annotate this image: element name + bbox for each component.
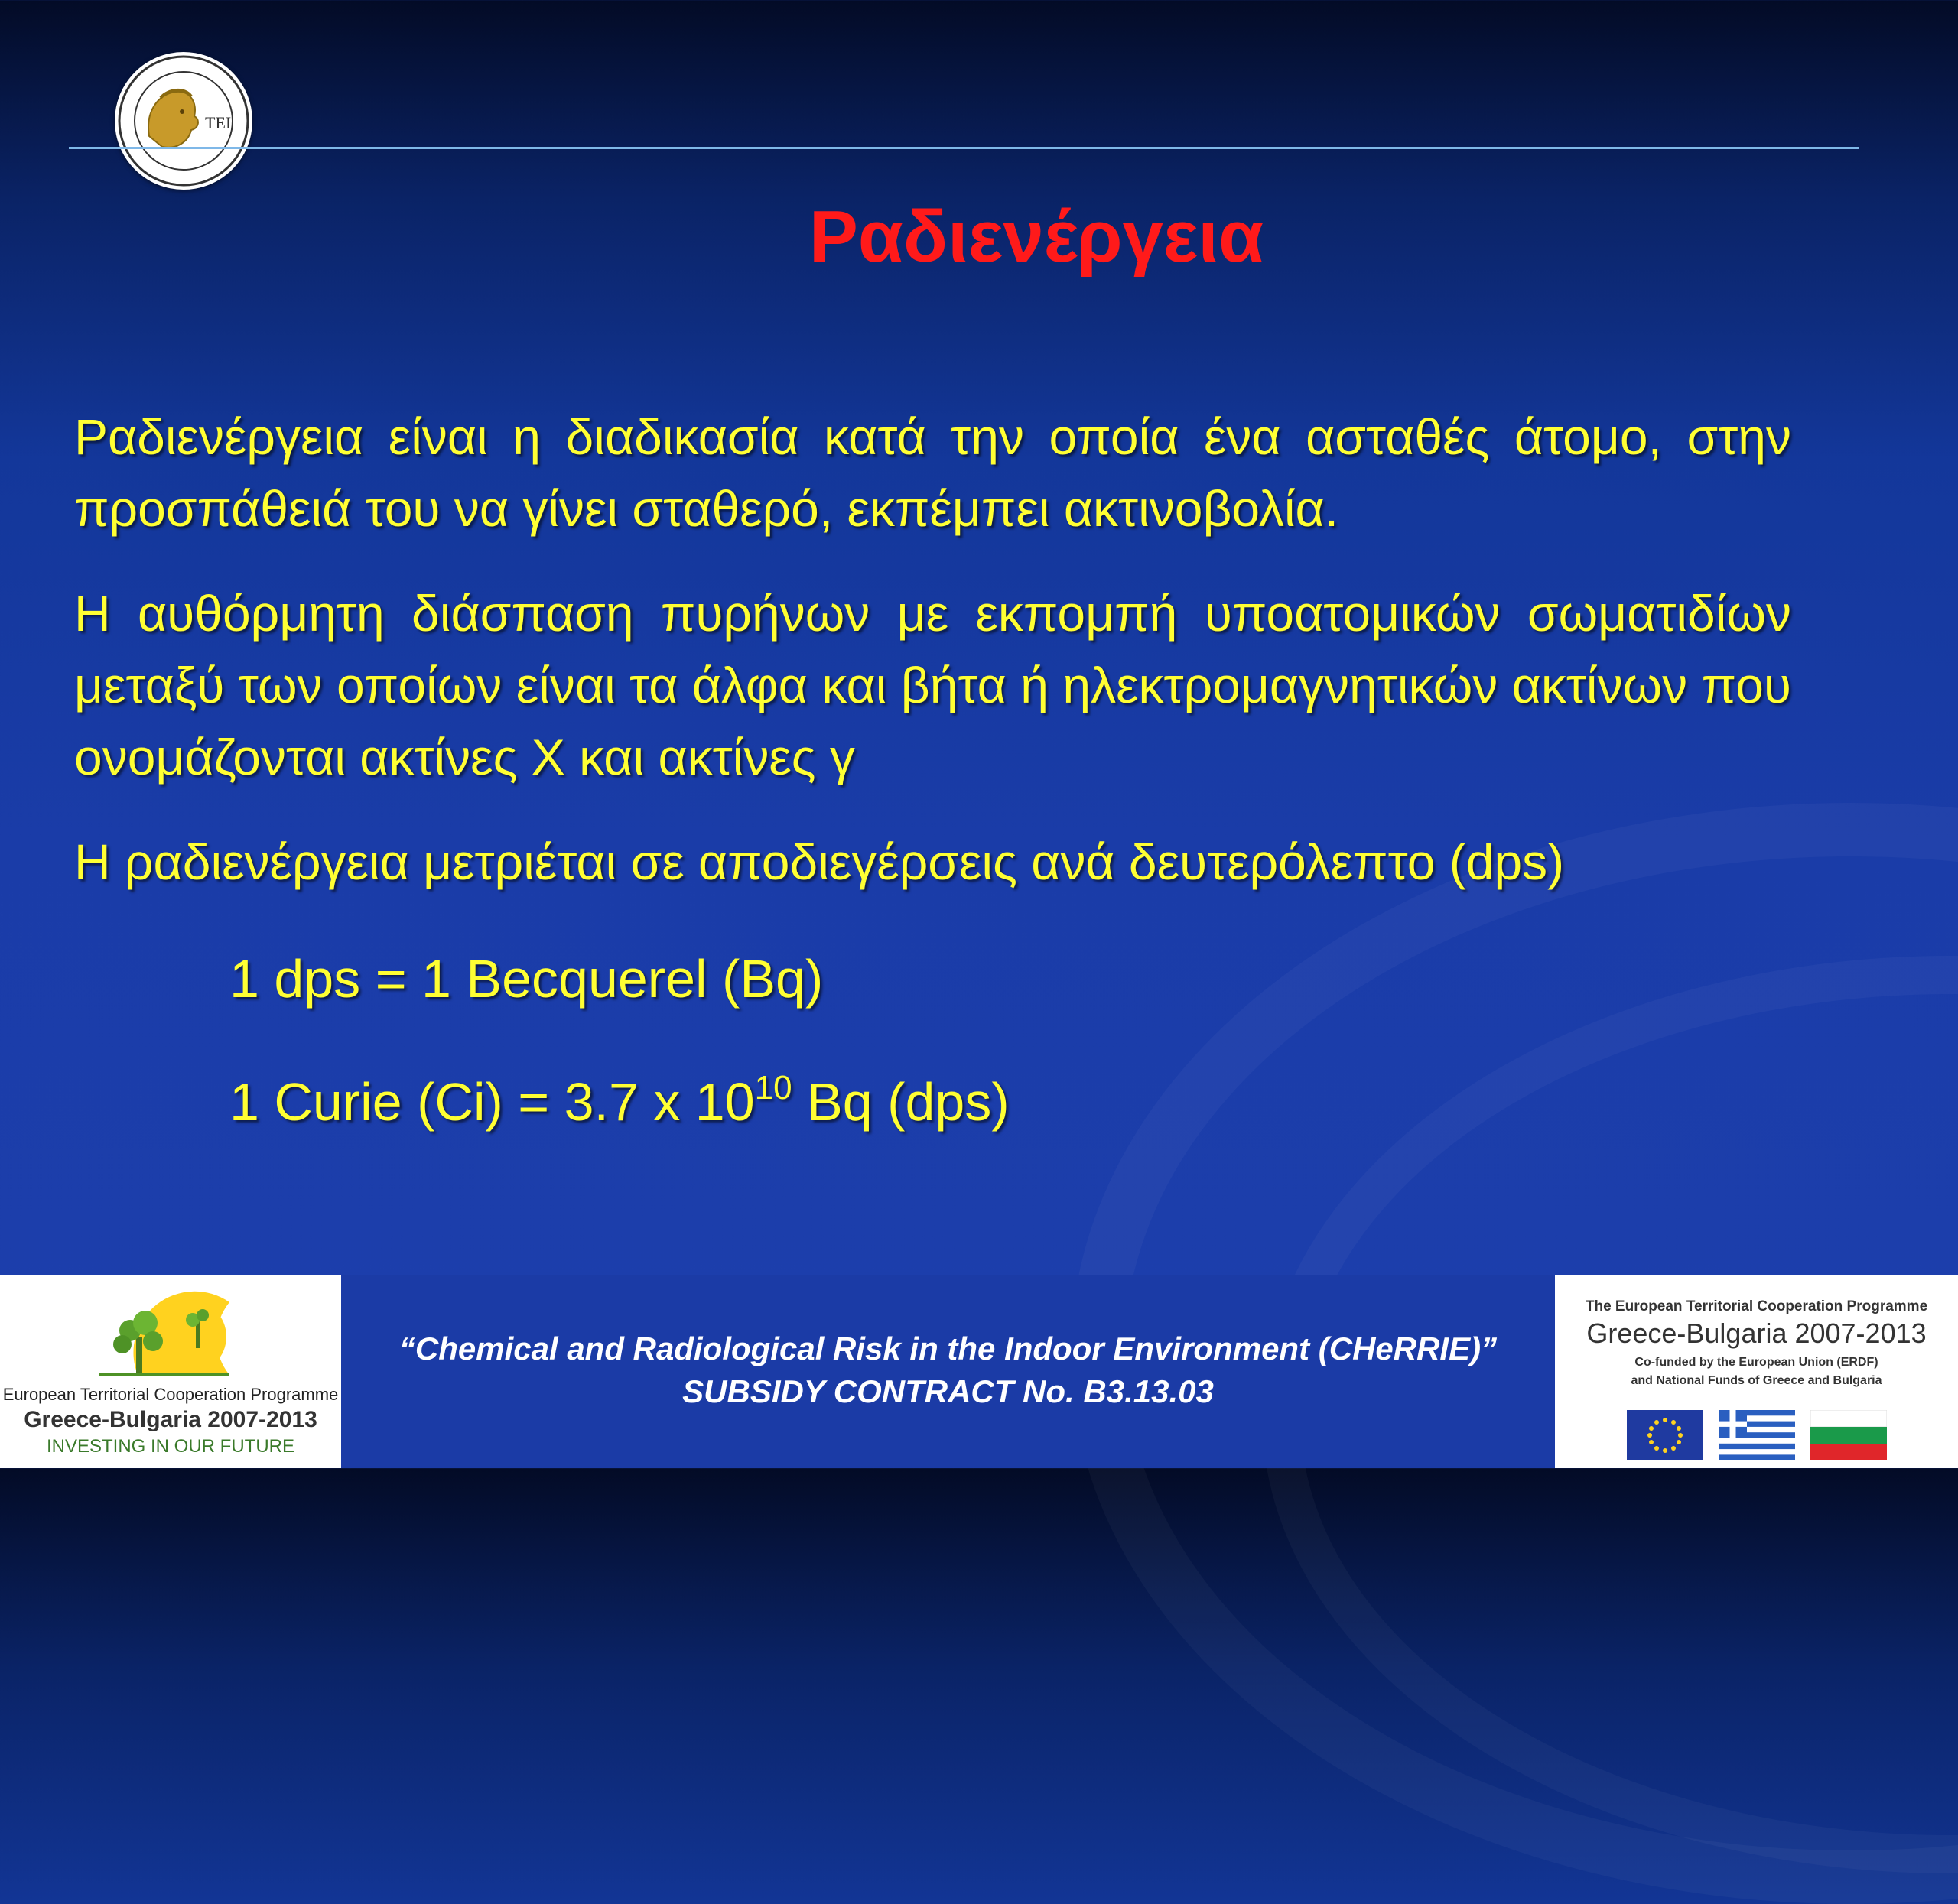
greek-flag-icon <box>1719 1410 1795 1460</box>
header-divider <box>69 147 1859 149</box>
formula-curie-suffix: Bq (dps) <box>792 1072 1010 1132</box>
footer-contract-line: SUBSIDY CONTRACT No. B3.13.03 <box>682 1373 1214 1409</box>
right-logo-line3: Co-funded by the European Union (ERDF) <box>1634 1356 1878 1369</box>
left-logo-years: Greece-Bulgaria 2007-2013 <box>24 1407 317 1432</box>
formula-curie-exponent: 10 <box>754 1069 792 1106</box>
footer-project-line: “Chemical and Radiological Risk in the Indoor Environment (CHeRRIE)” <box>398 1331 1498 1366</box>
paragraph-definition: Ραδιενέργεια είναι η διαδικασία κατά την οποία ένα ασταθές άτομο, στην προσπάθειά του να γίνει σταθερό, εκπέμπει ακτινοβολία. <box>74 408 1791 537</box>
formula-becquerel: 1 dps = 1 Becquerel (Bq) <box>229 949 824 1009</box>
right-logo-line1: The European Territorial Cooperation Programme <box>1585 1298 1928 1314</box>
formula-curie-prefix: 1 Curie (Ci) = 3.7 x 10 <box>229 1072 755 1132</box>
formula-curie <box>229 1067 1010 1136</box>
footer-left-logo <box>0 1275 341 1468</box>
institution-seal-icon <box>115 52 252 190</box>
bulgarian-flag-icon <box>1810 1410 1887 1460</box>
left-logo-slogan: INVESTING IN OUR FUTURE <box>46 1436 294 1457</box>
trees-logo-icon <box>0 1275 341 1383</box>
paragraph-decay: Η αυθόρμητη διάσπαση πυρήνων με εκπομπή υποατομικών σωματιδίων μεταξύ των οποίων είναι τα άλφα και βήτα ή ηλεκτρομαγνητικών ακτίνων που ονομάζονται ακτίνες Χ και ακτίνες γ <box>74 585 1791 785</box>
paragraph-measurement: Η ραδιενέργεια μετριέται σε αποδιεγέρσεις ανά δευτερόλεπτο (dps) <box>74 833 1565 890</box>
right-logo-funding <box>1555 1353 1958 1390</box>
slide-title: Ραδιενέργεια <box>808 196 1264 278</box>
eu-flag-icon <box>1627 1410 1703 1460</box>
footer-project-text <box>341 1327 1555 1413</box>
footer-right-logo <box>1555 1275 1958 1468</box>
left-logo-programme: European Territorial Cooperation Programme <box>2 1385 339 1404</box>
right-logo-line2: Greece-Bulgaria 2007-2013 <box>1586 1318 1927 1349</box>
svg-text:ΤΕΙ: ΤΕΙ <box>205 113 232 132</box>
right-logo-line4: and National Funds of Greece and Bulgaria <box>1631 1374 1882 1387</box>
